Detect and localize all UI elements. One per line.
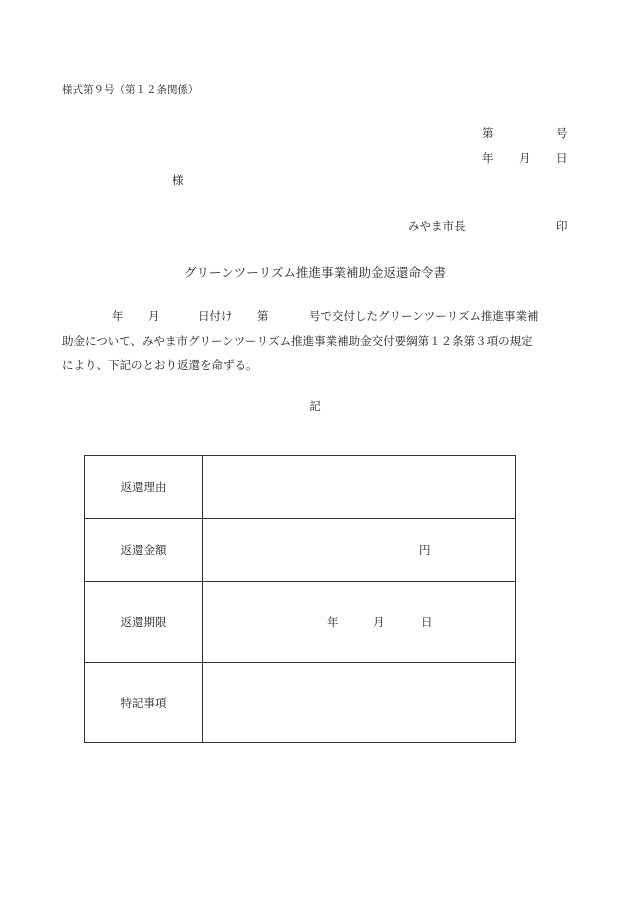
date-year-label: 年 (482, 151, 494, 165)
date-day-label: 日 (556, 151, 568, 165)
deadline-day-label: 日 (421, 615, 433, 629)
body-line-1-rest: 号で交付したグリーンツーリズム推進事業補 (309, 309, 539, 323)
deadline-month-label: 月 (373, 615, 385, 629)
addressee-honorific: 様 (172, 173, 184, 187)
table-row (85, 582, 516, 663)
document-number-suffix: 号 (556, 126, 568, 140)
record-heading: 記 (309, 399, 321, 413)
yen-unit: 円 (419, 543, 431, 557)
body-line-2: 助金について、みやま市グリーンツーリズム推進事業補助金交付要綱第１２条第３項の規定 (62, 334, 533, 348)
document-number-prefix: 第 (482, 126, 494, 140)
table-row (85, 519, 516, 582)
refund-amount-field[interactable] (203, 519, 516, 582)
body-month-label: 月 (148, 309, 160, 323)
issuer-name: みやま市長 (408, 219, 466, 233)
body-dai-label: 第 (257, 309, 269, 323)
refund-reason-label: 返還理由 (85, 456, 203, 519)
refund-details-table (84, 455, 516, 743)
table-row (85, 456, 516, 519)
date-month-label: 月 (519, 151, 531, 165)
document-title: グリーンツーリズム推進事業補助金返還命令書 (183, 265, 446, 280)
body-year-label: 年 (112, 309, 124, 323)
refund-deadline-label: 返還期限 (85, 582, 203, 663)
body-dated-label: 日付け (198, 309, 233, 323)
refund-reason-field[interactable] (203, 456, 516, 519)
body-line-3: により、下記のとおり返還を命ずる。 (62, 358, 258, 372)
special-notes-field[interactable] (203, 663, 516, 743)
special-notes-label: 特記事項 (85, 663, 203, 743)
refund-amount-label: 返還金額 (85, 519, 203, 582)
form-number: 様式第９号（第１２条関係） (62, 84, 199, 96)
seal-mark: 印 (556, 219, 568, 233)
refund-deadline-field[interactable] (203, 582, 516, 663)
deadline-year-label: 年 (327, 615, 339, 629)
table-row (85, 663, 516, 743)
